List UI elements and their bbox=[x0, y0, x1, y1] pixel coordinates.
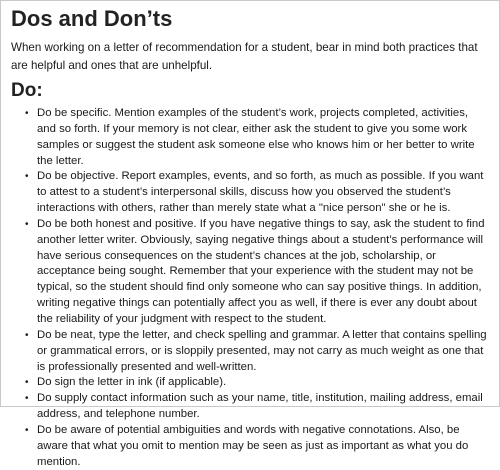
bullet-icon: • bbox=[25, 329, 29, 341]
list-item-text: Do sign the letter in ink (if applicable). bbox=[37, 376, 227, 389]
page-title: Dos and Don’ts bbox=[11, 6, 173, 31]
list-item bbox=[25, 217, 489, 328]
list-item-text: Do supply contact information such as your name, title, institution, mailing address, email address, and telephone number. bbox=[37, 392, 483, 421]
list-item-text: Do be objective. Report examples, events, and so forth, as much as possible. If you want to attest to a student’s interpersonal skills, discuss how you observed the student’s interactions with others, rather than merely state what a "nice person" she or he is. bbox=[37, 170, 484, 215]
section-heading-do: Do: bbox=[11, 80, 43, 101]
bullet-icon: • bbox=[25, 108, 29, 119]
bullet-icon: • bbox=[25, 424, 29, 436]
list-item-text: Do be both honest and positive. If you have negative things to say, ask the student to find another letter writer. Obviously, saying negative things about a student’s performance will have serious consequences on the student’s chances at the job, scholarship, or acceptance being sought. Remember that your experience with the student may not be typical, so the student should find only someone who can say positive things. In addition, writing negative things can potentially affect you as well, if there is ever any doubt about the reliability of your judgment with respect to the student. bbox=[37, 217, 485, 325]
do-list bbox=[25, 106, 489, 470]
list-item-text: Do be aware of potential ambiguities and words with negative connotations. Also, be aware that what you omit to mention may be seen as just as important as what you do mention. bbox=[37, 423, 469, 468]
intro-paragraph: When working on a letter of recommendation for a student, bear in mind both practices that are helpful and ones that are unhelpful. bbox=[11, 41, 478, 72]
bullet-icon: • bbox=[25, 171, 29, 183]
list-item bbox=[25, 423, 489, 470]
list-item-text: Do be neat, type the letter, and check spelling and grammar. A letter that contains spelling or grammatical errors, or is sloppily presented, may not carry as much weight as one that is professionally presented and well-written. bbox=[37, 328, 487, 373]
bullet-icon: • bbox=[25, 393, 29, 405]
bullet-icon: • bbox=[25, 377, 29, 389]
list-item bbox=[25, 391, 489, 423]
list-item bbox=[25, 106, 489, 169]
list-item bbox=[25, 169, 489, 217]
list-item bbox=[25, 328, 489, 376]
list-item-text: Do be specific. Mention examples of the student’s work, projects completed, activities, and so forth. If your memory is not clear, either ask the student to give you some work samples or suggest the student ask someone else who knows him or her better to write the letter. bbox=[37, 107, 475, 167]
list-item bbox=[25, 375, 489, 391]
bullet-icon: • bbox=[25, 218, 29, 230]
